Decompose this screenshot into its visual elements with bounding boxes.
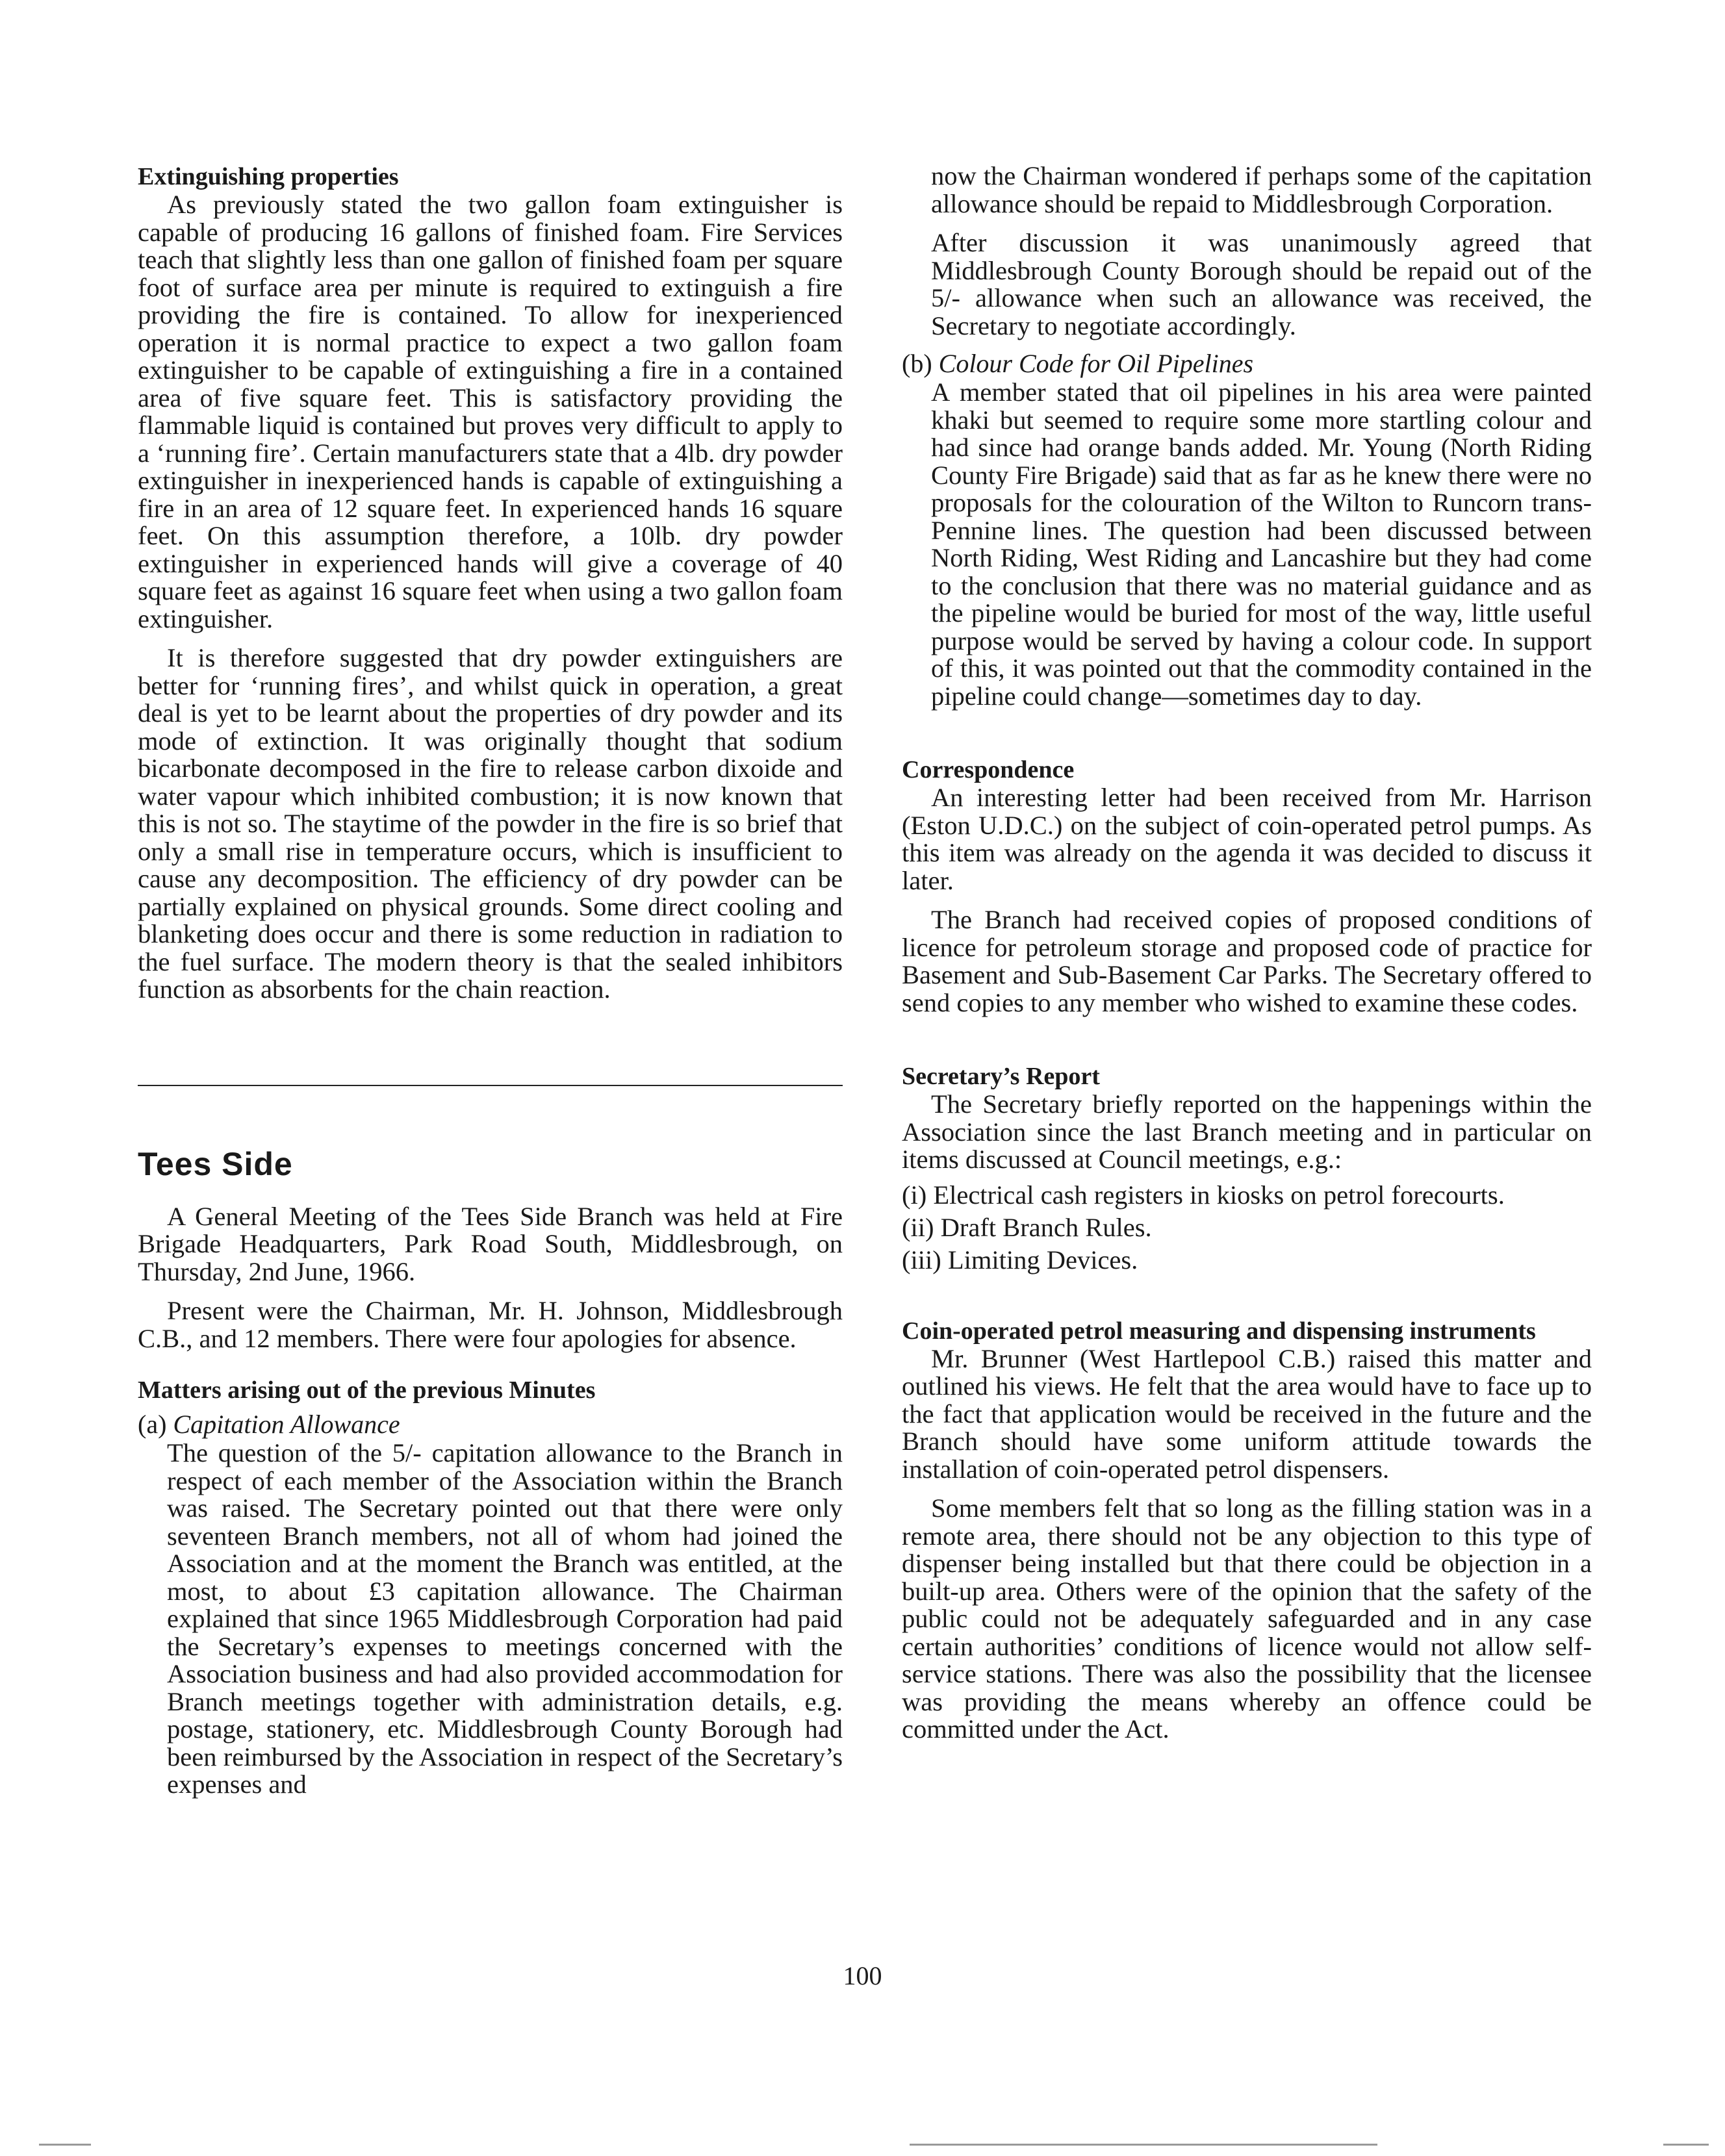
correspondence-paragraph-1: An interesting letter had been received from Mr. Harrison (Eston U.D.C.) on the subject of coin-operated petrol pumps. As this item was already on the agenda it was decided to discuss it later.: [902, 783, 1592, 895]
extinguishing-paragraph-1: As previously stated the two gallon foam extinguisher is capable of producing 16 gallons of finished foam. Fire Services teach that slightly less than one gallon of finished foam per square foot of surface area per minute is required to extinguish a fire providing the fire is contained. To allow for inexperienced operation it is normal practice to expect a two gallon foam extinguisher to be capable of extinguishing a fire in a contained area of five square feet. This is satisfactory providing the flammable liquid is contained but proves very difficult to apply to a ‘running fire’. Certain manufacturers state that a 4lb. dry powder extinguisher in inexperienced hands is capable of extinguishing a fire in an area of 12 square feet. In experienced hands 16 square feet. On this assumption therefore, a 10lb. dry powder extinguisher in experienced hands will give a coverage of 40 square feet as against 16 square feet when using a two gallon foam extinguisher.: [138, 190, 843, 633]
page-number: 100: [843, 1961, 882, 1990]
tees-side-paragraph-1: A General Meeting of the Tees Side Branch was held at Fire Brigade Headquarters, Park Road South, Middlesbrough, on Thursday, 2nd June, 1966.: [138, 1201, 843, 1286]
extinguishing-heading: Extinguishing properties: [138, 163, 399, 190]
item-b-heading: [902, 349, 1592, 379]
extinguishing-section: [138, 162, 843, 1004]
correspondence-paragraph-2: The Branch had received copies of proposed conditions of licence for petroleum storage and proposed code of practice for Basement and Sub-Basement Car Parks. The Secretary offered to send copies to any member who wished to examine these codes.: [902, 905, 1592, 1017]
correspondence-heading: Correspondence: [902, 756, 1075, 783]
capitation-continued-paragraph: now the Chairman wondered if perhaps some of the capitation allowance should be repaid to Middlesbrough Corporation.: [931, 161, 1592, 218]
item-a-text: The question of the 5/- capitation allowance to the Branch in respect of each member of the Association within the Branch was raised. The Secretary pointed out that there were only seventeen Branch members, not all of whom had joined the Association and at the moment the Branch was entitled, at the most, to about £3 capitation allowance. The Chairman explained that since 1965 Middlesbrough Corporation had paid the Secretary’s expenses to meetings concerned with the Association business and had also provided accommodation for Branch meetings together with administration details, e.g. postage, stationery, etc. Middlesbrough County Borough had been reimbursed by the Association in respect of the Secretary’s expenses and: [167, 1438, 843, 1799]
secretary-report-heading: Secretary’s Report: [902, 1063, 1100, 1090]
item-b-title: Colour Code for Oil Pipelines: [938, 349, 1254, 378]
scan-edge-mark: [39, 2144, 91, 2146]
right-column: [902, 162, 1592, 1744]
scan-edge-mark: [910, 2144, 1377, 2146]
correspondence-section: [902, 755, 1592, 1017]
secretary-report-paragraph: The Secretary briefly reported on the happenings within the Association since the last Branch meeting and in particular on items discussed at Council meetings, e.g.:: [902, 1089, 1592, 1174]
list-item: (ii) Draft Branch Rules.: [902, 1212, 1152, 1242]
tees-side-title: Tees Side: [138, 1145, 293, 1182]
item-a-heading: [138, 1410, 843, 1439]
coin-operated-heading: Coin-operated petrol measuring and dispensing instruments: [902, 1317, 1536, 1345]
scan-edge-mark: [1663, 2144, 1709, 2146]
left-column: [138, 162, 843, 1799]
tees-side-paragraph-2: Present were the Chairman, Mr. H. Johnson, Middlesbrough C.B., and 12 members. There were four apologies for absence.: [138, 1296, 843, 1353]
matters-arising-heading: Matters arising out of the previous Minutes: [138, 1376, 596, 1404]
secretary-report-section: [902, 1062, 1592, 1276]
coin-operated-section: [902, 1317, 1592, 1744]
list-item: (i) Electrical cash registers in kiosks on petrol forecourts.: [902, 1180, 1505, 1210]
coin-operated-paragraph-2: Some members felt that so long as the filling station was in a remote area, there should not be any objection to this type of dispenser being installed but that there could be objection in a built-up area. Others were of the opinion that the safety of the public could not be adequately safeguarded and in any case certain authorities’ conditions of licence would not allow self-service stations. There was also the possibility that the licensee was providing the means whereby an offence could be committed under the Act.: [902, 1493, 1592, 1744]
tees-side-section: [138, 1145, 843, 1799]
capitation-agreement-paragraph: After discussion it was unanimously agreed that Middlesbrough County Borough should be repaid out of the 5/- allowance when such an allowance was received, the Secretary to negotiate accordingly.: [931, 228, 1592, 340]
coin-operated-paragraph-1: Mr. Brunner (West Hartlepool C.B.) raised this matter and outlined his views. He felt that the area would have to face up to the fact that application would be received in the future and the Branch should have some uniform attitude towards the installation of coin-operated petrol dispensers.: [902, 1343, 1592, 1484]
item-b-text: A member stated that oil pipelines in his area were painted khaki but seemed to require some more startling colour and had since had orange bands added. Mr. Young (North Riding County Fire Brigade) said that as far as he knew there were no proposals for the colouration of the Wilton to Runcorn trans-Pennine lines. The question had been discussed between North Riding, West Riding and Lancashire but they had come to the conclusion that there was no material guidance and as the pipeline would be buried for most of the way, little useful purpose would be served by having a colour code. In support of this, it was pointed out that the commodity contained in the pipeline could change—sometimes day to day.: [931, 377, 1592, 711]
list-item: (iii) Limiting Devices.: [902, 1245, 1138, 1275]
item-a-title: Capitation Allowance: [173, 1410, 400, 1439]
item-b-label: (b): [902, 349, 932, 378]
item-a-label: (a): [138, 1410, 167, 1439]
extinguishing-paragraph-2: It is therefore suggested that dry powder extinguishers are better for ‘running fires’, and whilst quick in operation, a great deal is yet to be learnt about the properties of dry powder and its mode of extinction. It was originally thought that sodium bicarbonate decomposed in the fire to release carbon dixoide and water vapour which inhibited combustion; it is now known that this is not so. The staytime of the powder in the fire is so brief that only a small rise in temperature occurs, which is insufficient to cause any decomposition. The efficiency of dry powder can be partially explained on physical grounds. Some direct cooling and blanketing does occur and there is some reduction in radiation to the fuel surface. The modern theory is that the sealed inhibitors function as absorbents for the chain reaction.: [138, 643, 843, 1004]
